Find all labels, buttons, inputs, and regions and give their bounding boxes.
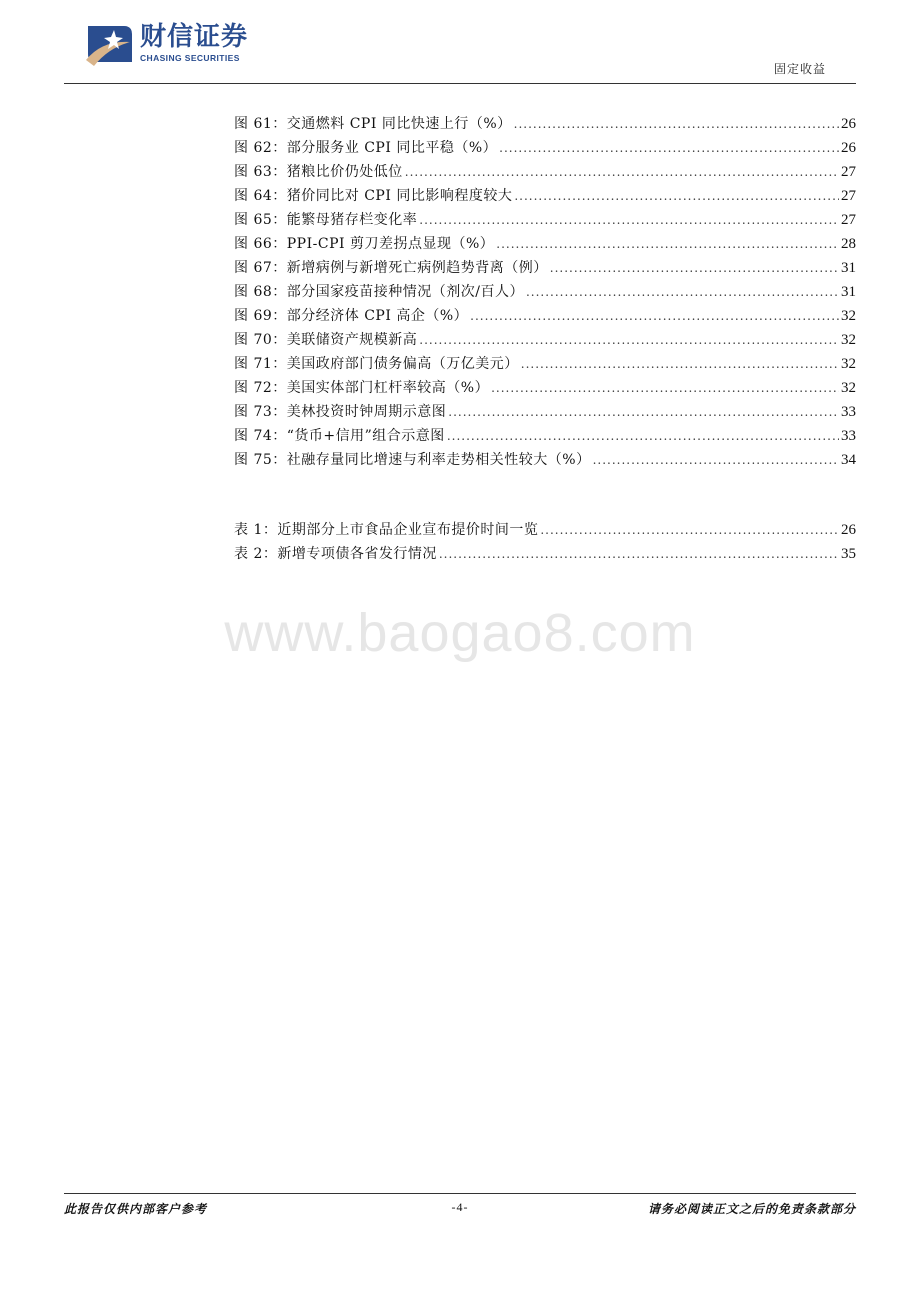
dot-leader — [496, 232, 839, 256]
toc-entry-label: 图 65：能繁母猪存栏变化率 — [234, 212, 418, 228]
toc-entry-label: 图 62：部分服务业 CPI 同比平稳（%） — [234, 140, 498, 156]
toc-entry-label: 图 61：交通燃料 CPI 同比快速上行（%） — [234, 116, 512, 132]
toc-entry-page: 33 — [841, 428, 856, 444]
logo-text-cn: 财信证券 — [140, 22, 249, 52]
toc-entry-page: 34 — [841, 452, 856, 468]
toc-entry[interactable] — [234, 160, 856, 184]
toc-entry[interactable] — [234, 518, 856, 542]
toc-entry-page: 35 — [841, 546, 856, 562]
dot-leader — [448, 400, 839, 424]
toc-entry-page: 27 — [841, 212, 856, 228]
dot-leader — [540, 518, 839, 542]
swoosh-star-icon — [84, 20, 134, 68]
figure-list — [234, 112, 856, 472]
table-list — [234, 518, 856, 566]
page-number: -4- — [451, 1200, 469, 1214]
toc-entry-page: 27 — [841, 188, 856, 204]
toc-entry[interactable] — [234, 400, 856, 424]
toc-entry[interactable] — [234, 376, 856, 400]
dot-leader — [419, 328, 839, 352]
toc-entry-label: 表 1：近期部分上市食品企业宣布提价时间一览 — [234, 522, 539, 538]
toc-entry-label: 图 68：部分国家疫苗接种情况（剂次/百人） — [234, 284, 524, 300]
footer-divider — [64, 1193, 856, 1194]
toc-entry-page: 27 — [841, 164, 856, 180]
toc-entry-page: 31 — [841, 260, 856, 276]
footer-disclaimer: 此报告仅供内部客户参考 — [64, 1202, 208, 1216]
dot-leader — [419, 208, 839, 232]
toc-entry-label: 图 75：社融存量同比增速与利率走势相关性较大（%） — [234, 452, 591, 468]
dot-leader — [521, 352, 839, 376]
dot-leader — [593, 448, 839, 472]
toc-entry-label: 图 72：美国实体部门杠杆率较高（%） — [234, 380, 490, 396]
logo-text-en: CHASING SECURITIES — [140, 53, 240, 63]
toc-entry[interactable] — [234, 304, 856, 328]
dot-leader — [447, 424, 839, 448]
toc-entry-label: 表 2：新增专项债各省发行情况 — [234, 546, 437, 562]
toc-entry-label: 图 66：PPI-CPI 剪刀差拐点显现（%） — [234, 236, 495, 252]
toc-entry[interactable] — [234, 112, 856, 136]
toc-entry-page: 31 — [841, 284, 856, 300]
dot-leader — [514, 112, 839, 136]
toc-entry[interactable] — [234, 448, 856, 472]
footer-notice: 请务必阅读正文之后的免责条款部分 — [647, 1202, 856, 1216]
section-tag: 固定收益 — [773, 62, 826, 76]
toc-entry-page: 32 — [841, 332, 856, 348]
toc-entry-page: 32 — [841, 308, 856, 324]
toc-entry-page: 26 — [841, 116, 856, 132]
toc-entry-page: 32 — [841, 356, 856, 372]
toc-entry[interactable] — [234, 256, 856, 280]
toc-entry-label: 图 70：美联储资产规模新高 — [234, 332, 418, 348]
toc-entry-label: 图 69：部分经济体 CPI 高企（%） — [234, 308, 469, 324]
toc-entry[interactable] — [234, 328, 856, 352]
page-footer — [64, 1200, 856, 1220]
toc-entry-page: 26 — [841, 522, 856, 538]
toc-entry[interactable] — [234, 542, 856, 566]
toc-entry-label: 图 74：“货币+信用”组合示意图 — [234, 428, 445, 444]
toc-entry-label: 图 64：猪价同比对 CPI 同比影响程度较大 — [234, 188, 513, 204]
toc-entry-label: 图 73：美林投资时钟周期示意图 — [234, 404, 447, 420]
toc-entry-page: 26 — [841, 140, 856, 156]
toc-entry-page: 32 — [841, 380, 856, 396]
toc-entry[interactable] — [234, 280, 856, 304]
toc-entry[interactable] — [234, 232, 856, 256]
dot-leader — [470, 304, 839, 328]
dot-leader — [514, 184, 839, 208]
toc-entry[interactable] — [234, 184, 856, 208]
toc-entry[interactable] — [234, 136, 856, 160]
dot-leader — [491, 376, 839, 400]
header-divider — [64, 83, 856, 84]
page-header — [0, 0, 920, 86]
toc-entry[interactable] — [234, 424, 856, 448]
watermark: www.baogao8.com — [224, 603, 696, 663]
toc-entry[interactable] — [234, 208, 856, 232]
dot-leader — [439, 542, 839, 566]
dot-leader — [499, 136, 839, 160]
dot-leader — [526, 280, 839, 304]
dot-leader — [405, 160, 839, 184]
dot-leader — [550, 256, 839, 280]
toc-entry-label: 图 63：猪粮比价仍处低位 — [234, 164, 403, 180]
toc-entry-label: 图 67：新增病例与新增死亡病例趋势背离（例） — [234, 260, 548, 276]
toc-entry[interactable] — [234, 352, 856, 376]
toc-entry-page: 28 — [841, 236, 856, 252]
toc-entry-page: 33 — [841, 404, 856, 420]
toc-entry-label: 图 71：美国政府部门债务偏高（万亿美元） — [234, 356, 519, 372]
